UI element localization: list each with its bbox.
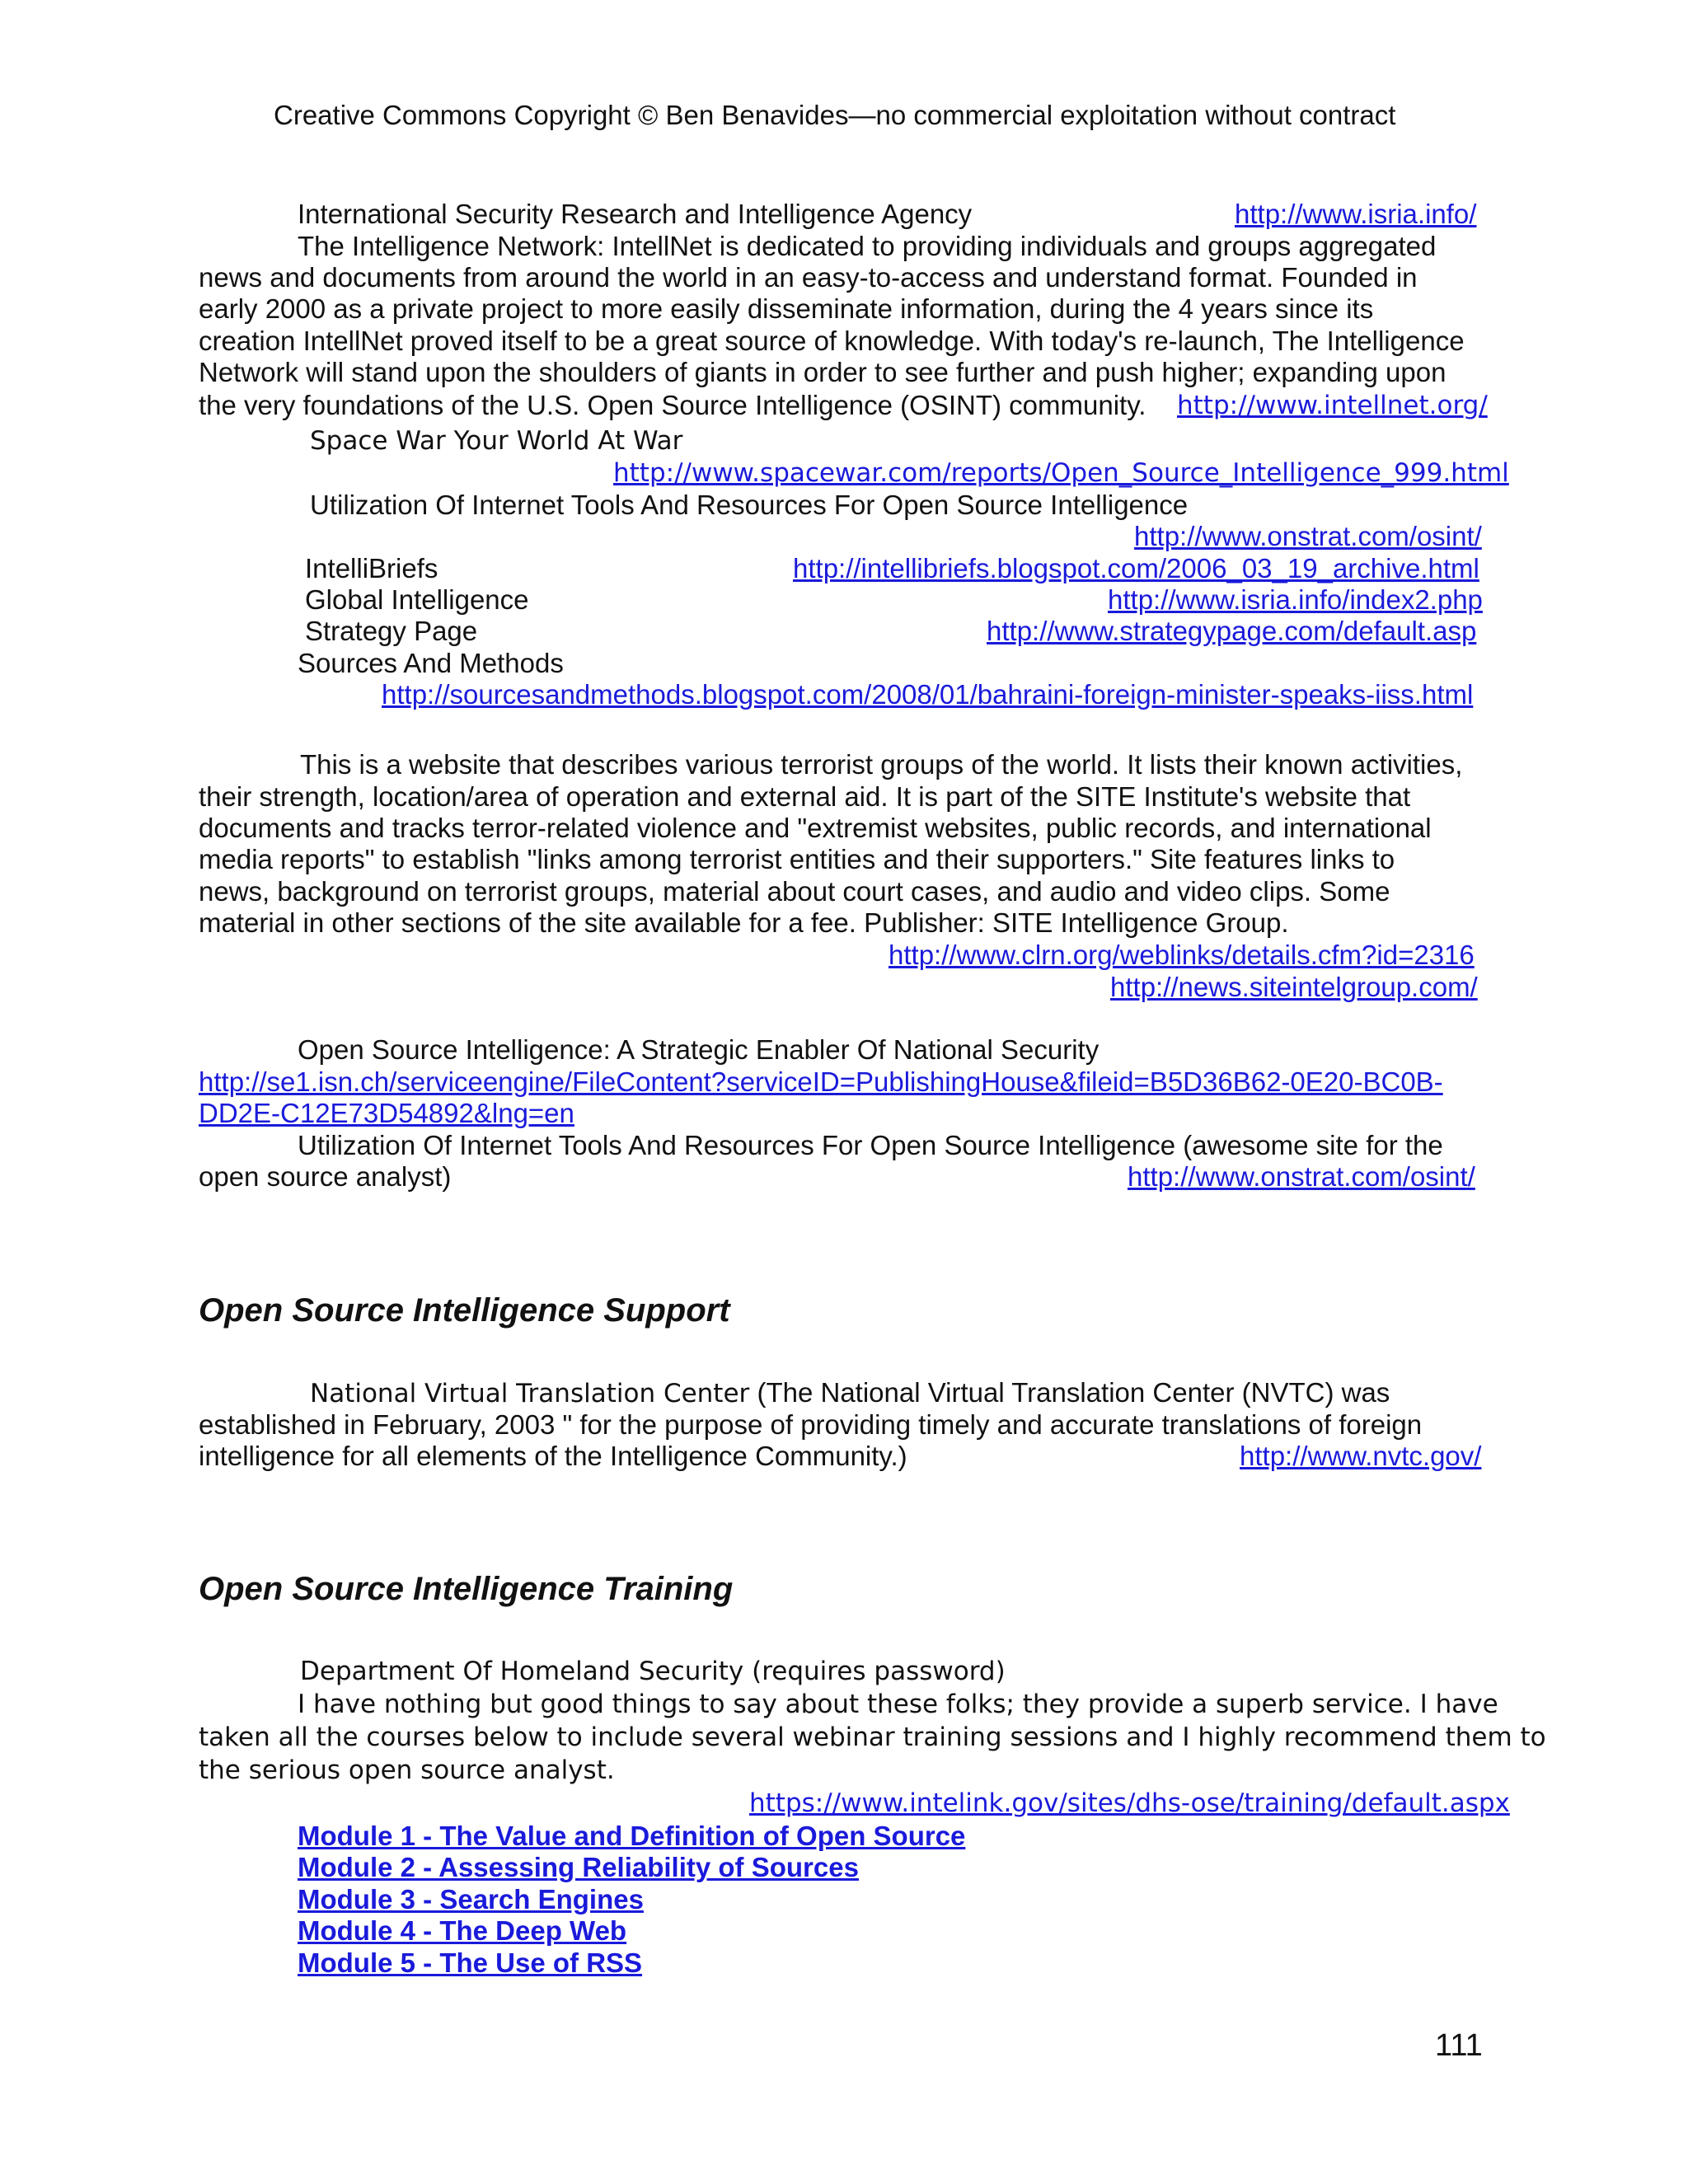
training-heading: Open Source Intelligence Training — [199, 1571, 734, 1607]
nvtc-name: National Virtual Translation Center — [310, 1379, 750, 1408]
strategy-page-label: Strategy Page — [305, 616, 478, 646]
intellnet-text-line: news and documents from around the world in an easy-to-access and understand format. Founded in — [199, 262, 1418, 293]
global-intelligence-link[interactable]: http://www.isria.info/index2.php — [1108, 584, 1483, 615]
intellnet-text-line: the very foundations of the U.S. Open Source Intelligence (OSINT) community. — [199, 390, 1146, 420]
intellnet-text-line: early 2000 as a private project to more easily disseminate information, during the 4 years since its — [199, 293, 1374, 324]
intellnet-text-line: Network will stand upon the shoulders of giants in order to see further and push higher; expanding upon — [199, 357, 1447, 387]
intellnet-text-line: creation IntellNet proved itself to be a great source of knowledge. With today's re-launch, The Intelligence — [199, 326, 1465, 356]
isn-link-line1[interactable]: http://se1.isn.ch/serviceengine/FileContent?serviceID=PublishingHouse&fileid=B5D36B62-0E20-BC0B- — [199, 1066, 1443, 1097]
nvtc-desc: (The National Virtual Translation Center (NVTC) was — [749, 1377, 1390, 1408]
onstrat2-line: Utilization Of Internet Tools And Resources For Open Source Intelligence (awesome site for the — [298, 1130, 1443, 1160]
dhs-text-line: taken all the courses below to include several webinar training sessions and I highly recommend them to — [199, 1722, 1546, 1752]
intellnet-link[interactable]: http://www.intellnet.org/ — [1177, 391, 1488, 420]
module-5-link[interactable]: Module 5 - The Use of RSS — [298, 1947, 643, 1978]
site-text-line: documents and tracks terror-related violence and "extremist websites, public records, and international — [199, 813, 1432, 843]
dhs-training-link[interactable]: https://www.intelink.gov/sites/dhs-ose/training/default.aspx — [749, 1788, 1510, 1818]
intellnet-text-line: The Intelligence Network: IntellNet is dedicated to providing individuals and groups aggregated — [298, 231, 1437, 261]
nvtc-line: established in February, 2003 " for the purpose of providing timely and accurate translations of foreign — [199, 1409, 1423, 1440]
nvtc-link[interactable]: http://www.nvtc.gov/ — [1240, 1441, 1482, 1471]
support-heading: Open Source Intelligence Support — [199, 1292, 730, 1329]
nvtc-line: intelligence for all elements of the Intelligence Community.) — [199, 1441, 907, 1471]
spacewar-link[interactable]: http://www.spacewar.com/reports/Open_Source_Intelligence_999.html — [613, 458, 1509, 488]
sources-methods-link[interactable]: http://sourcesandmethods.blogspot.com/2008/01/bahraini-foreign-minister-speaks-iiss.html — [382, 679, 1474, 710]
isn-link-line2[interactable]: DD2E-C12E73D54892&lng=en — [199, 1098, 574, 1128]
module-1-link[interactable]: Module 1 - The Value and Definition of Open Source — [298, 1821, 966, 1851]
spacewar-label: Space War Your World At War — [310, 426, 683, 456]
isria-link[interactable]: http://www.isria.info/ — [1235, 199, 1477, 229]
site-text-line: news, background on terrorist groups, material about court cases, and audio and video clips. Some — [199, 876, 1390, 907]
site-text-line: This is a website that describes various terrorist groups of the world. It lists their known activities, — [300, 749, 1463, 780]
enabler-label: Open Source Intelligence: A Strategic Enabler Of National Security — [298, 1034, 1100, 1065]
intellibriefs-label: IntelliBriefs — [305, 553, 438, 583]
onstrat2-line: open source analyst) — [199, 1161, 452, 1192]
site-text-line: their strength, location/area of operation and external aid. It is part of the SITE Institute's website that — [199, 781, 1411, 812]
site-text-line: media reports" to establish "links among terrorist entities and their supporters." Site features links to — [199, 844, 1395, 874]
strategy-page-link[interactable]: http://www.strategypage.com/default.asp — [987, 616, 1477, 646]
intellibriefs-link[interactable]: http://intellibriefs.blogspot.com/2006_03_19_archive.html — [793, 553, 1479, 583]
onstrat2-link[interactable]: http://www.onstrat.com/osint/ — [1128, 1161, 1475, 1192]
module-2-link[interactable]: Module 2 - Assessing Reliability of Sources — [298, 1852, 859, 1882]
dhs-label: Department Of Homeland Security (requires password) — [300, 1657, 1006, 1686]
sources-methods-label: Sources And Methods — [298, 648, 564, 678]
site-text-line: material in other sections of the site available for a fee. Publisher: SITE Intelligence Group. — [199, 907, 1289, 938]
onstrat-label: Utilization Of Internet Tools And Resources For Open Source Intelligence — [310, 490, 1189, 520]
global-intelligence-label: Global Intelligence — [305, 584, 529, 615]
clrn-link[interactable]: http://www.clrn.org/weblinks/details.cfm?id=2316 — [889, 940, 1475, 970]
isria-label: International Security Research and Intelligence Agency — [298, 199, 973, 229]
siteintel-link[interactable]: http://news.siteintelgroup.com/ — [1110, 972, 1478, 1002]
nvtc-line — [310, 1376, 1390, 1410]
module-4-link[interactable]: Module 4 - The Deep Web — [298, 1915, 627, 1946]
page-number: 111 — [1435, 2028, 1483, 2063]
dhs-text-line: the serious open source analyst. — [199, 1755, 615, 1785]
onstrat-link[interactable]: http://www.onstrat.com/osint/ — [1134, 521, 1482, 551]
dhs-text-line: I have nothing but good things to say about these folks; they provide a superb service. I have — [298, 1690, 1498, 1719]
module-3-link[interactable]: Module 3 - Search Engines — [298, 1884, 644, 1915]
copyright-header: Creative Commons Copyright © Ben Benavides—no commercial exploitation without contract — [274, 100, 1396, 130]
